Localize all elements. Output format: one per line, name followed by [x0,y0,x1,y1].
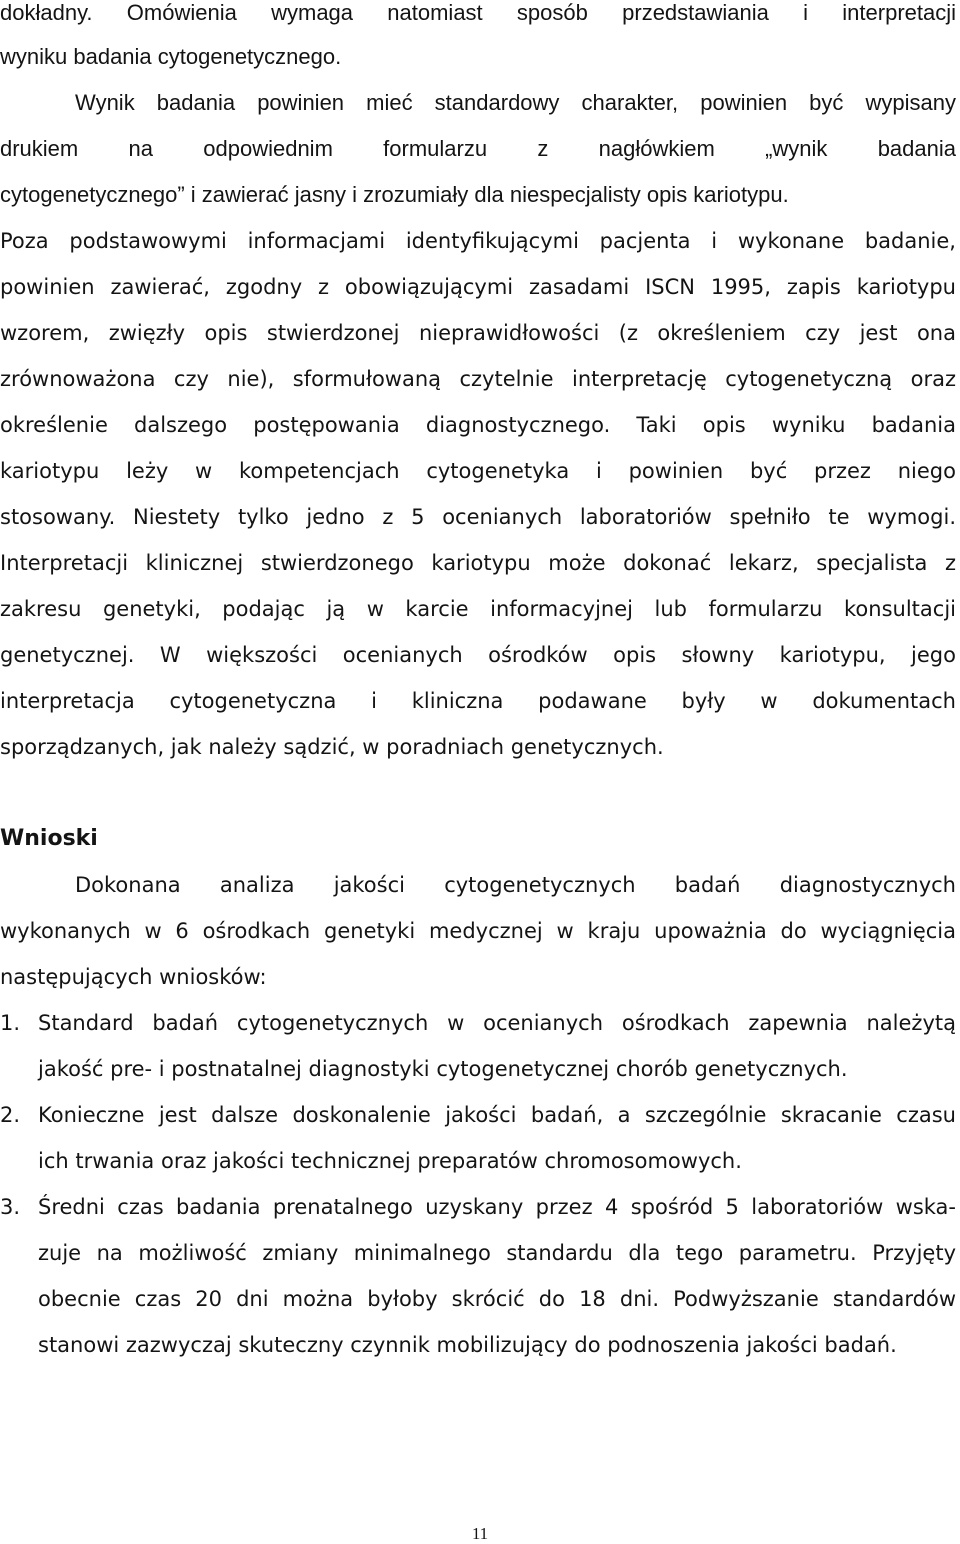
paragraph-3-line-11: interpretacja cytogenetyczna i kliniczna podawane były w dokumentach [0,689,956,713]
paragraph-1-line-2: wyniku badania cytogenetycznego. [0,44,342,69]
list-item-2-line-2: ich trwania oraz jakości technicznej preparatów chromosomowych. [38,1149,742,1173]
paragraph-3-line-5: określenie dalszego postępowania diagnostycznego. Taki opis wyniku badania [0,413,956,437]
list-item-3-line-4: stanowi zazwyczaj skuteczny czynnik mobilizujący do podnoszenia jakości badań. [38,1333,897,1357]
paragraph-2-line-3: cytogenetycznego” i zawierać jasny i zrozumiały dla niespecjalisty opis kariotypu. [0,182,789,207]
list-item-3-line-3: obecnie czas 20 dni można byłoby skrócić do 18 dni. Podwyższanie standardów [38,1287,956,1311]
paragraph-3-line-9: zakresu genetyki, podając ją w karcie informacyjnej lub formularzu konsultacji [0,597,956,621]
paragraph-3-line-1: Poza podstawowymi informacjami identyfikującymi pacjenta i wykonane badanie, [0,229,956,253]
paragraph-1-line-1: dokładny. Omówienia wymaga natomiast sposób przedstawiania i interpretacji [0,0,956,25]
conclusions-intro-line-2: wykonanych w 6 ośrodkach genetyki medycznej w kraju upoważnia do wyciągnięcia [0,919,956,943]
paragraph-3-line-4: zrównoważona czy nie), sformułowaną czytelnie interpretację cytogenetyczną oraz [0,367,956,391]
paragraph-3-line-6: kariotypu leży w kompetencjach cytogenetyka i powinien być przez niego [0,459,956,483]
paragraph-3-line-2: powinien zawierać, zgodny z obowiązującymi zasadami ISCN 1995, zapis kariotypu [0,275,956,299]
list-item-2-line-1: Konieczne jest dalsze doskonalenie jakości badań, a szczególnie skracanie czasu [38,1103,956,1127]
list-item-3-line-1: Średni czas badania prenatalnego uzyskany przez 4 spośród 5 laboratoriów wska- [38,1195,956,1219]
list-item-number: 3. [0,1195,21,1219]
paragraph-3-line-7: stosowany. Niestety tylko jedno z 5 ocenianych laboratoriów spełniło te wymogi. [0,505,956,529]
list-item-3-line-2: zuje na możliwość zmiany minimalnego standardu dla tego parametru. Przyjęty [38,1241,956,1265]
section-heading: Wnioski [0,826,98,851]
list-item-1-line-2: jakość pre- i postnatalnej diagnostyki cytogenetycznej chorób genetycznych. [38,1057,848,1081]
list-item-number: 1. [0,1011,21,1035]
paragraph-2-line-2: drukiem na odpowiednim formularzu z nagłówkiem „wynik badania [0,136,956,161]
conclusions-intro-line-3: następujących wniosków: [0,965,267,989]
list-item-number: 2. [0,1103,21,1127]
paragraph-2-line-1: Wynik badania powinien mieć standardowy charakter, powinien być wypisany [75,90,956,115]
conclusions-intro-line-1: Dokonana analiza jakości cytogenetycznych badań diagnostycznych [75,873,956,897]
page-number: 11 [471,1524,489,1543]
list-item-1-line-1: Standard badań cytogenetycznych w ocenianych ośrodkach zapewnia należytą [38,1011,956,1035]
paragraph-3-line-12: sporządzanych, jak należy sądzić, w poradniach genetycznych. [0,735,664,759]
paragraph-3-line-3: wzorem, zwięzły opis stwierdzonej nieprawidłowości (z określeniem czy jest ona [0,321,956,345]
paragraph-3-line-10: genetycznej. W większości ocenianych ośrodków opis słowny kariotypu, jego [0,643,956,667]
paragraph-3-line-8: Interpretacji klinicznej stwierdzonego kariotypu może dokonać lekarz, specjalista z [0,551,956,575]
